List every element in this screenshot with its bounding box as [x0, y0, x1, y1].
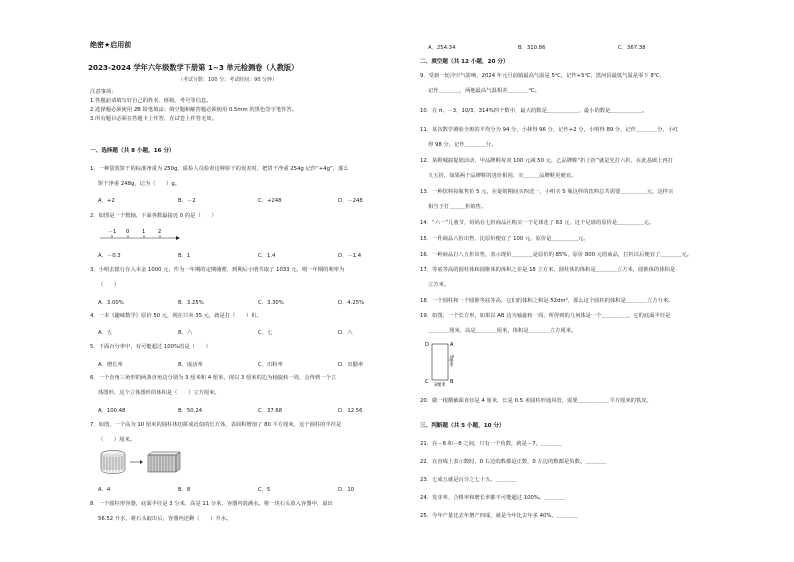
q1-option-c[interactable]: C．+248 [258, 198, 282, 204]
rectangle-abcd-figure [424, 338, 472, 388]
q4-option-a[interactable]: A．五 [98, 330, 113, 336]
q5-option-b[interactable]: B．成活率 [178, 362, 203, 368]
q5-option-a[interactable]: A．增长率 [98, 362, 123, 368]
label-c: C [425, 379, 429, 385]
label-side-length: 5厘米 [448, 355, 454, 367]
q6-option-b[interactable]: B．50.24 [178, 408, 203, 414]
axis-label-2: 2 [158, 229, 162, 235]
q5-option-c[interactable]: C．出粉率 [258, 362, 283, 368]
q2-option-b[interactable]: B．1 [178, 253, 191, 259]
q2-option-a[interactable]: A．－0.3 [98, 253, 121, 259]
q3-option-b[interactable]: B．3.25% [178, 300, 204, 306]
q17-line2: 立方米。 [428, 282, 450, 288]
q18-line1: 18．一个圆柱和一个圆锥等底等高，它们的体积之和是 52dm³，那么这个圆柱的体积是＿＿＿＿立方分米。 [420, 298, 674, 304]
q6-option-d[interactable]: D．12.56 [338, 408, 363, 414]
q6-option-a[interactable]: A．100.48 [98, 408, 126, 414]
q24-line: 24．发芽率、合格率和增长率都不可能超过 100%。＿＿＿＿ [420, 495, 566, 501]
page-title: 2023-2024 学年六年级数学下册第 1~3 单元检测卷（人教版） [88, 63, 299, 72]
q7-option-c[interactable]: C．5 [258, 487, 271, 493]
q6-line2: 体图形，这个立体图形的体积是（ ）立方厘米。 [98, 390, 220, 396]
q8-option-a[interactable]: A．254.34 [428, 45, 456, 51]
cylinder-cut-figure [98, 449, 188, 475]
q1-line2: 饼干净重 248g，记为（ ）g。 [98, 181, 181, 187]
q7-option-d[interactable]: D．10 [338, 487, 355, 493]
q22-line: 22．在直线上表示数时，0 右边的数都是正数，0 左边的数都是负数。＿＿＿＿ [420, 459, 607, 465]
q1-option-b[interactable]: B．－2 [178, 198, 196, 204]
note-1: 1.答题前请填写好自己的姓名、班级、考号等信息。 [90, 98, 212, 104]
notes-heading: 注意事项： [90, 89, 117, 95]
q4-option-d[interactable]: D．八 [338, 330, 353, 336]
q3-line2: （ ） [98, 282, 120, 288]
q17-line1: 17．等底等高的圆柱体和圆锥体的体积之差是 18 立方米，圆柱体的体积是＿＿＿＿立方米，圆锥体的体积是 [420, 267, 676, 273]
axis-label-neg1: －1 [108, 229, 117, 235]
q8-line2: 56.52 升水，将石头取出后，容器内还剩（ ）升水。 [98, 516, 232, 522]
q5-line1: 5．下面百分率中，有可能超过 100%的是（ ） [90, 344, 211, 350]
q12-line2: 九五折，如果两个品牌鞋的进价相同，买＿＿＿品牌鞋更便宜。 [428, 173, 577, 179]
q20-line1: 20．做一根横截面直径是 4 厘米，长是 0.5 米圆柱形通风管，需要＿＿＿＿＿＿平方厘米的铁皮。 [420, 398, 652, 404]
note-2: 2.选择题必须使用 2B 铅笔填涂；填空题和解答题必须使用 0.5mm 的黑色签字笔作答。 [90, 107, 298, 113]
secret-mark: 绝密★启用前 [90, 41, 132, 49]
q8-line1: 8．一个圆柱形容器，底面半径是 3 分米，高是 11 分米，容器内装满水。将一块石头放入容器中，溢出 [90, 501, 333, 507]
q9-line2: 记作＿＿＿＿，两地最高气温相差＿＿＿＿℃。 [428, 88, 540, 94]
q2-option-d[interactable]: D．－1.4 [338, 253, 362, 259]
q4-line1: 4．一本《趣味数学》原价 50 元，现在只卖 35 元，就是打（ ）折。 [90, 313, 262, 319]
q6-option-c[interactable]: C．37.68 [258, 408, 283, 414]
q3-option-c[interactable]: C．3.30% [258, 300, 284, 306]
q1-option-a[interactable]: A．+2 [98, 198, 115, 204]
axis-label-1: 1 [142, 229, 146, 235]
label-bottom-length: 3厘米 [434, 383, 446, 388]
q19-line1: 19．如图，一个长方形，如果以 AB 边为轴旋转一周，所得到的几何体是一个＿＿＿＿＿，它的底面半径是 [420, 313, 671, 319]
q16-line1: 16．一种商品打八五折出售，表示现价＿＿＿＿是原价的 85%，原价 800 元的商品，打折以后便宜了＿＿＿＿元。 [420, 252, 693, 258]
q2-line1: 2．如图是一个数轴，下面各数最接近 0 的是（ ） [90, 213, 217, 219]
q1-option-d[interactable]: D．－248 [338, 198, 363, 204]
label-a: A [450, 342, 454, 348]
q23-line: 23．七成五就是百分之七十五。＿＿＿＿ [420, 477, 517, 483]
q6-line1: 6．一个直角三角形的两条直角边分别为 3 厘米和 4 厘米，现以 3 厘米的边为轴旋转一周，会得到一个立 [90, 375, 337, 381]
section3-heading: 三、判断题（共 5 小题，10 分） [420, 423, 505, 429]
q19-line2: ＿＿＿＿厘米，高是＿＿＿＿厘米，体积是＿＿＿＿立方厘米。 [428, 328, 577, 334]
note-3: 3.所有题目必须在答题卡上作答，在试卷上作答无效。 [90, 116, 217, 122]
number-line-figure [98, 225, 180, 245]
q2-option-c[interactable]: C．1.4 [258, 253, 276, 259]
q10-line1: 10．在 π、－3、10/3、314%四个数中，最大的数是＿＿＿＿＿＿，最小的数是＿＿＿＿＿＿。 [420, 108, 648, 114]
label-d: D [425, 342, 429, 348]
q21-line: 21．在－6 和－8 之间，只有一个负数，就是－7。＿＿＿＿ [420, 441, 563, 447]
q14-line1: 14．“六一”儿童节，妈妈在七折商品区购买一个足球花了 63 元，这个足球的原价是＿＿＿＿＿元。 [420, 220, 655, 226]
q1-line1: 1．一种袋装饼干的标准净重为 250g，质检人员检查这种饼干的误差时，把饼干净重 254g 记作“+4g”，那么 [90, 166, 349, 172]
q25-line: 25．今年产量比去年增产四成，就是今年比去年多 40%。＿＿＿＿ [420, 513, 578, 519]
q8-option-b[interactable]: B．310.86 [518, 45, 546, 51]
q7-line1: 7．如图，一个高为 10 厘米的圆柱体切拼成近似的长方体，表面积增加了 80 平方厘米，这个圆柱的半径是 [90, 422, 342, 428]
q5-option-d[interactable]: D．出勤率 [338, 362, 364, 368]
q4-option-b[interactable]: B．六 [178, 330, 193, 336]
q3-option-d[interactable]: D．4.25% [338, 300, 365, 306]
q15-line1: 15．一件商品八折出售，比原价便宜了 100 元，原价是＿＿＿＿＿元。 [420, 236, 589, 242]
q8-option-c[interactable]: C．367.38 [618, 45, 646, 51]
q11-line1: 11．某次数学测验全班的平均分为 94 分，小林得 96 分，记作+2 分，小明得 89 分，记作＿＿＿＿分，小红 [420, 127, 679, 133]
q11-line2: 得 98 分，记作＿＿＿＿分。 [428, 142, 497, 148]
label-b: B [450, 379, 454, 385]
axis-label-0: 0 [126, 229, 130, 235]
q4-option-c[interactable]: C．七 [258, 330, 273, 336]
q9-line1: 9．受新一轮冷空气影响，2024 年元旦前镇最高气温是 5℃，记作+5℃，黑河县最低气温是零下 8℃， [420, 73, 665, 79]
section1-heading: 一、选择题（共 8 小题，16 分） [90, 148, 175, 154]
q3-line1: 3．小明去银行存入本金 1000 元，作为一年期的定期储蓄，到期后小明共取了 1033 元，则一年期的利率为 [90, 267, 345, 273]
q7-line2: （ ）厘米。 [98, 437, 136, 443]
q3-option-a[interactable]: A．3.00% [98, 300, 124, 306]
q13-line1: 13．一种饮料每瓶售价 5 元，在促销期间买四送一，小明买 5 瓶这样的饮料总共需要＿＿＿＿＿元，这样买 [420, 189, 674, 195]
q13-line2: 相当于打＿＿＿折销售。 [428, 204, 487, 210]
q7-option-b[interactable]: B．8 [178, 487, 191, 493]
q7-option-a[interactable]: A．4 [98, 487, 111, 493]
section2-heading: 二、填空题（共 12 小题，20 分） [420, 59, 509, 65]
q12-line1: 12．某鞋城搞促销活动，甲品牌鞋每双 100 元减 50 元，乙品牌鞋“折上折”就是先打六折，在此基础上再打 [420, 158, 673, 164]
exam-info: （考试分数：100 分；考试时间：90 分钟） [178, 77, 278, 83]
